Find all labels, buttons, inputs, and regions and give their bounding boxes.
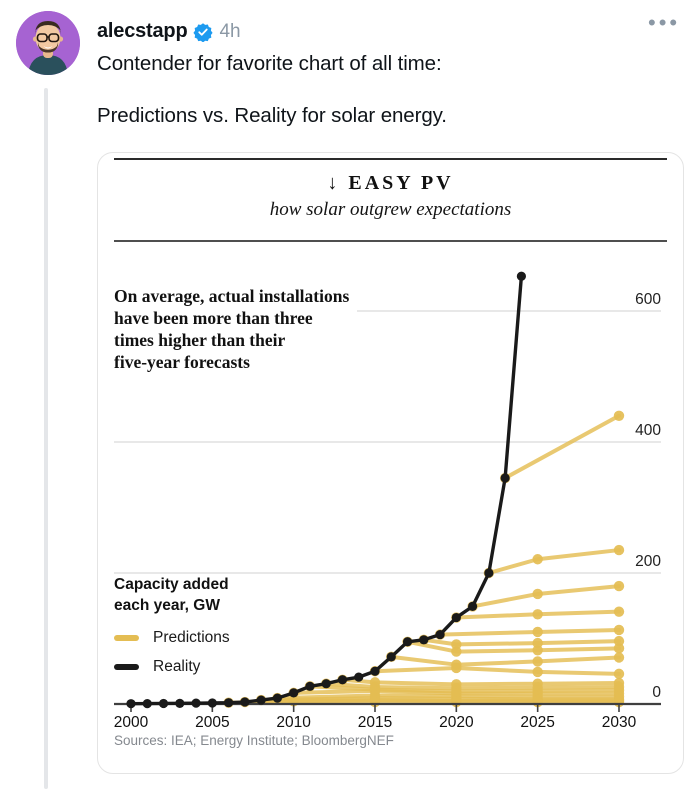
chart-canvas [98,153,685,775]
reality-swatch [114,664,139,670]
chart-subtitle: how solar outgrew expectations [269,199,512,220]
timestamp[interactable]: 4h [219,20,241,42]
svg-text:600: 600 [635,291,661,308]
svg-text:2005: 2005 [195,714,230,731]
svg-text:2025: 2025 [520,714,555,731]
annotation-line: have been more than three [114,308,313,328]
annotation-line: times higher than their [114,330,286,350]
legend-item-reality [114,658,200,676]
svg-text:2000: 2000 [113,714,149,731]
tweet-text-line1: Contender for favorite chart of all time: [97,52,442,75]
more-options-button[interactable]: ••• [648,10,681,35]
avatar[interactable] [16,11,80,75]
post-header [97,20,241,43]
svg-text:2020: 2020 [439,714,474,731]
svg-text:2010: 2010 [276,714,311,731]
chart-title: ↓ EASY PV [327,172,454,194]
legend-label: Reality [153,658,201,675]
annotation-line: five-year forecasts [114,352,250,372]
chart-top-rule [114,158,667,160]
predictions-swatch [114,635,139,641]
svg-text:0: 0 [652,684,661,701]
legend-title: Capacity added each year, GW [114,576,229,614]
thread-line [44,88,48,789]
legend-label: Predictions [153,629,230,646]
svg-text:2030: 2030 [601,714,637,731]
svg-text:200: 200 [635,553,661,570]
tweet-text-line2: Predictions vs. Reality for solar energy. [97,104,447,127]
chart-sources: Sources: IEA; Energy Institute; BloombergNEF [114,733,394,748]
chart-card[interactable] [97,152,684,774]
svg-text:2015: 2015 [357,714,393,731]
username[interactable]: alecstapp [97,20,188,42]
verified-badge-icon [193,22,213,42]
chart-annotation [114,283,357,377]
legend-item-predictions [114,629,230,647]
chart-mid-rule [114,240,667,242]
svg-text:400: 400 [635,422,661,439]
annotation-line: On average, actual installations [114,286,350,306]
avatar-illustration [16,11,80,75]
